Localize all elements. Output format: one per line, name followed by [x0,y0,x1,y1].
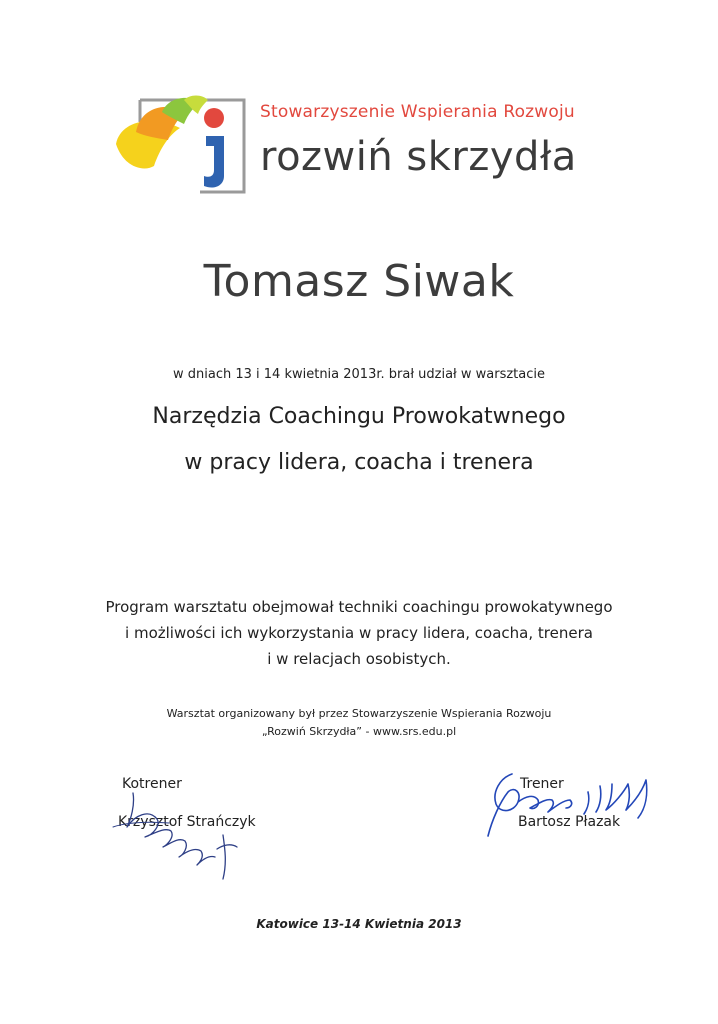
organization-logo [110,92,590,200]
program-line-3: i w relacjach osobistych. [267,650,451,668]
organizer-note [0,705,718,741]
program-description [0,594,718,672]
workshop-title-line-2: w pracy lidera, coacha i trenera [184,450,534,475]
recipient-name: Tomasz Siwak [203,256,515,307]
trainer-role-label: Trener [520,776,564,792]
brand-name: rozwiń skrzydła [260,134,577,180]
place-and-date: Katowice 13-14 Kwietnia 2013 [256,917,462,931]
cotrainer-name: Krzysztof Strańczyk [118,814,256,830]
participation-text: w dniach 13 i 14 kwietnia 2013r. brał udział w warsztacie [173,367,545,382]
program-line-2: i możliwości ich wykorzystania w pracy lidera, coacha, trenera [125,624,593,642]
cotrainer-role-label: Kotrener [122,776,182,792]
workshop-title-line-1: Narzędzia Coachingu Prowokatwnego [152,404,566,429]
organizer-line-1: Warsztat organizowany był przez Stowarzyszenie Wspierania Rozwoju [166,707,552,720]
trainer-signature [478,762,658,842]
trainer-name: Bartosz Płazak [518,814,621,830]
program-line-1: Program warsztatu obejmował techniki coachingu prowokatywnego [105,598,613,616]
cotrainer-signature [105,775,255,885]
wings-logo-icon [110,92,250,196]
organizer-line-2: „Rozwiń Skrzydła” - www.srs.edu.pl [261,725,457,738]
organization-name: Stowarzyszenie Wspierania Rozwoju [260,102,575,122]
